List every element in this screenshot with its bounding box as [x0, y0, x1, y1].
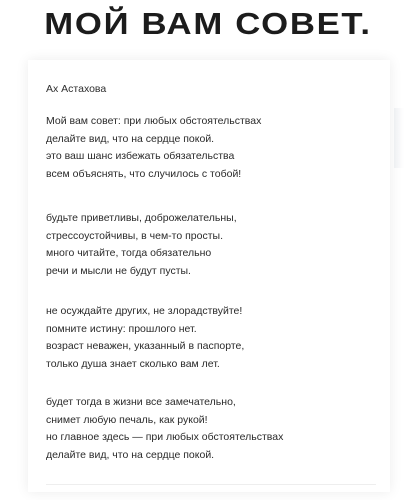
poem-author: Ах Астахова: [46, 83, 107, 95]
poem-line: будет тогда в жизни все замечательно,: [46, 396, 236, 408]
divider: [46, 484, 376, 485]
stanza-1: [46, 113, 386, 183]
card-edge-shadow: [394, 108, 404, 168]
poem-line: делайте вид, что на сердце покой.: [46, 448, 215, 461]
poem-title: МОЙ ВАМ СОВЕТ.: [44, 6, 372, 41]
poem-line: но главное здесь — при любых обстоятельствах: [46, 431, 284, 444]
stanza-3: [46, 303, 386, 373]
stanza-2: [46, 210, 386, 280]
stanza-4: [46, 394, 386, 464]
poem-line: не осуждайте других, не злорадствуйте!: [46, 305, 243, 317]
poem-line: возраст неважен, указанный в паспорте,: [46, 340, 245, 353]
poem-line: много читайте, тогда обязательно: [46, 247, 212, 260]
poem-line: делайте вид, что на сердце покой.: [46, 132, 215, 145]
poem-line: помните истину: прошлого нет.: [46, 322, 197, 335]
poem-line: речи и мысли не будут пусты.: [46, 264, 191, 277]
poem-line: будьте приветливы, доброжелательны,: [46, 212, 237, 224]
poem-line: стрессоустойчивы, в чем-то просты.: [46, 229, 224, 242]
poem-line: всем объяснять, что случилось с тобой!: [46, 167, 242, 180]
poem-line: снимет любую печаль, как рукой!: [46, 413, 208, 426]
poem-line: только душа знает сколько вам лет.: [46, 357, 220, 370]
poem-line: Мой вам совет: при любых обстоятельствах: [46, 115, 262, 127]
poem-line: это ваш шанс избежать обязательства: [46, 150, 235, 163]
